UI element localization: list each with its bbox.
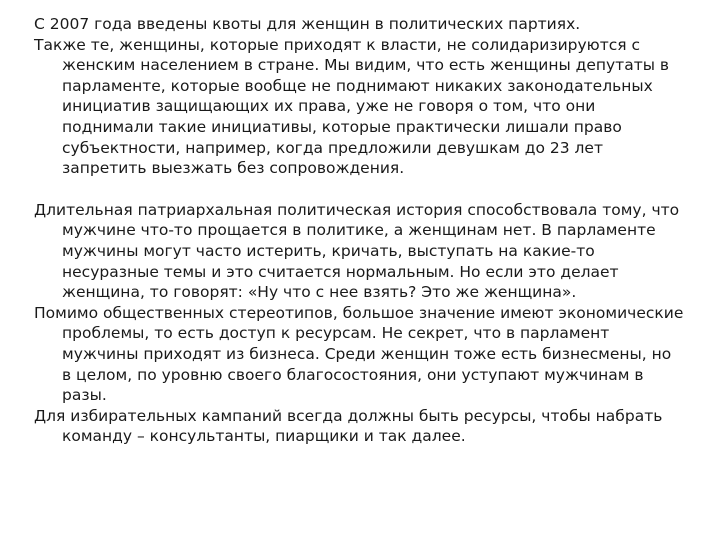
body-text [34, 14, 684, 447]
paragraph-campaign-resources: Для избирательных кампаний всегда должны быть ресурсы, чтобы набрать команду – консультанты, пиарщики и так далее. [34, 406, 663, 446]
paragraph-economic-problems: Помимо общественных стереотипов, большое значение имеют экономические проблемы, то есть доступ к ресурсам. Не секрет, что в парламент мужчины приходят из бизнеса. Среди женщин тоже есть бизнесмены, но в целом, по уровню своего благосостояния, они уступают мужчинам в разы. [34, 303, 684, 405]
paragraph-quotas: С 2007 года введены квоты для женщин в политических партиях. [34, 15, 581, 33]
paragraph-spacer [34, 179, 684, 200]
paragraph-women-in-power: Также те, женщины, которые приходят к власти, не солидаризируются с женским населением в стране. Мы видим, что есть женщины депутаты в парламенте, которые вообще не поднимают никаких законодательных инициатив защищающих их права, уже не говоря о том, что они поднимали такие инициативы, которые практически лишали право субъектности, например, когда предложили девушкам до 23 лет запретить выезжать без сопровождения. [34, 35, 670, 178]
paragraph-patriarchal-history: Длительная патриархальная политическая история способствовала тому, что мужчине что-то прощается в политике, а женщинам нет. В парламенте мужчины могут часто истерить, кричать, выступать на какие-то несуразные темы и это считается нормальным. Но если это делает женщина, то говорят: «Ну что с нее взять? Это же женщина». [34, 200, 680, 302]
